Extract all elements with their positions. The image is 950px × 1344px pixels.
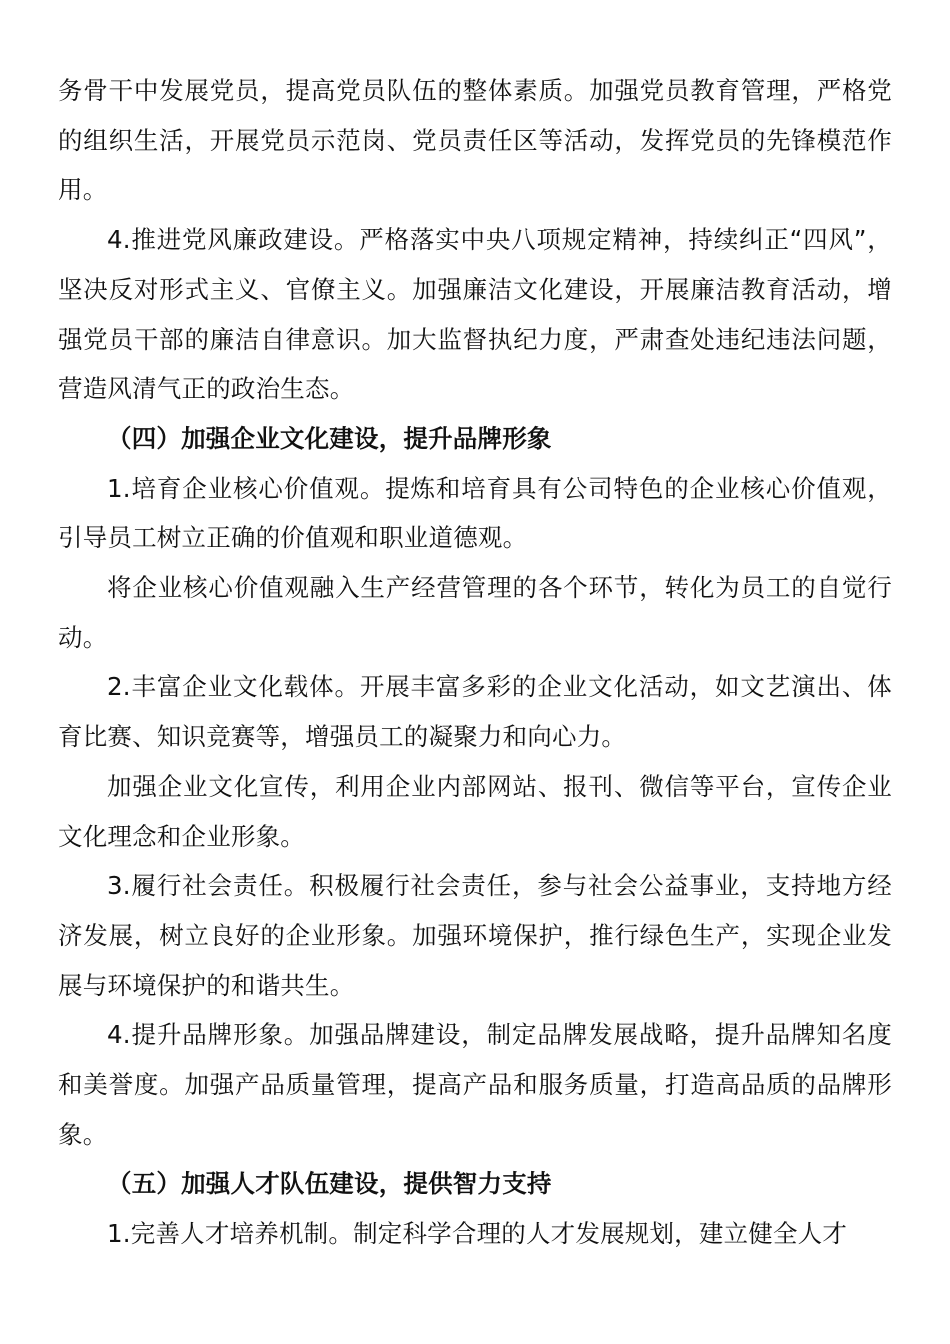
paragraph-party-members: 务骨干中发展党员，提高党员队伍的整体素质。加强党员教育管理，严格党的组织生活，开展党员示范岗、党员责任区等活动，发挥党员的先锋模范作用。 xyxy=(58,76,892,205)
section-heading-corporate-culture: （四）加强企业文化建设，提升品牌形象 xyxy=(107,423,552,453)
paragraph-culture-publicity: 加强企业文化宣传，利用企业内部网站、报刊、微信等平台，宣传企业文化理念和企业形象。 xyxy=(58,771,892,851)
paragraph-core-values: 1.培育企业核心价值观。提炼和培育具有公司特色的企业核心价值观，引导员工树立正确的价值观和职业道德观。 xyxy=(58,473,892,553)
paragraph-talent-mechanism: 1.完善人才培养机制。制定科学合理的人才发展规划，建立健全人才 xyxy=(107,1219,848,1249)
paragraph-culture-activities: 2.丰富企业文化载体。开展丰富多彩的企业文化活动，如文艺演出、体育比赛、知识竞赛等，增强员工的凝聚力和向心力。 xyxy=(58,672,892,752)
paragraph-brand-image: 4.提升品牌形象。加强品牌建设，制定品牌发展战略，提升品牌知名度和美誉度。加强产品质量管理，提高产品和服务质量，打造高品质的品牌形象。 xyxy=(58,1020,892,1149)
paragraph-social-responsibility: 3.履行社会责任。积极履行社会责任，参与社会公益事业，支持地方经济发展，树立良好的企业形象。加强环境保护，推行绿色生产，实现企业发展与环境保护的和谐共生。 xyxy=(58,871,892,1000)
paragraph-clean-governance: 4.推进党风廉政建设。严格落实中央八项规定精神，持续纠正“四风”，坚决反对形式主义、官僚主义。加强廉洁文化建设，开展廉洁教育活动，增强党员干部的廉洁自律意识。加大监督执纪力度，严肃查处违纪违法问题，营造风清气正的政治生态。 xyxy=(58,225,892,404)
section-heading-talent: （五）加强人才队伍建设，提供智力支持 xyxy=(107,1169,552,1199)
paragraph-core-values-integration: 将企业核心价值观融入生产经营管理的各个环节，转化为员工的自觉行动。 xyxy=(58,573,892,652)
document-page xyxy=(58,66,892,1259)
